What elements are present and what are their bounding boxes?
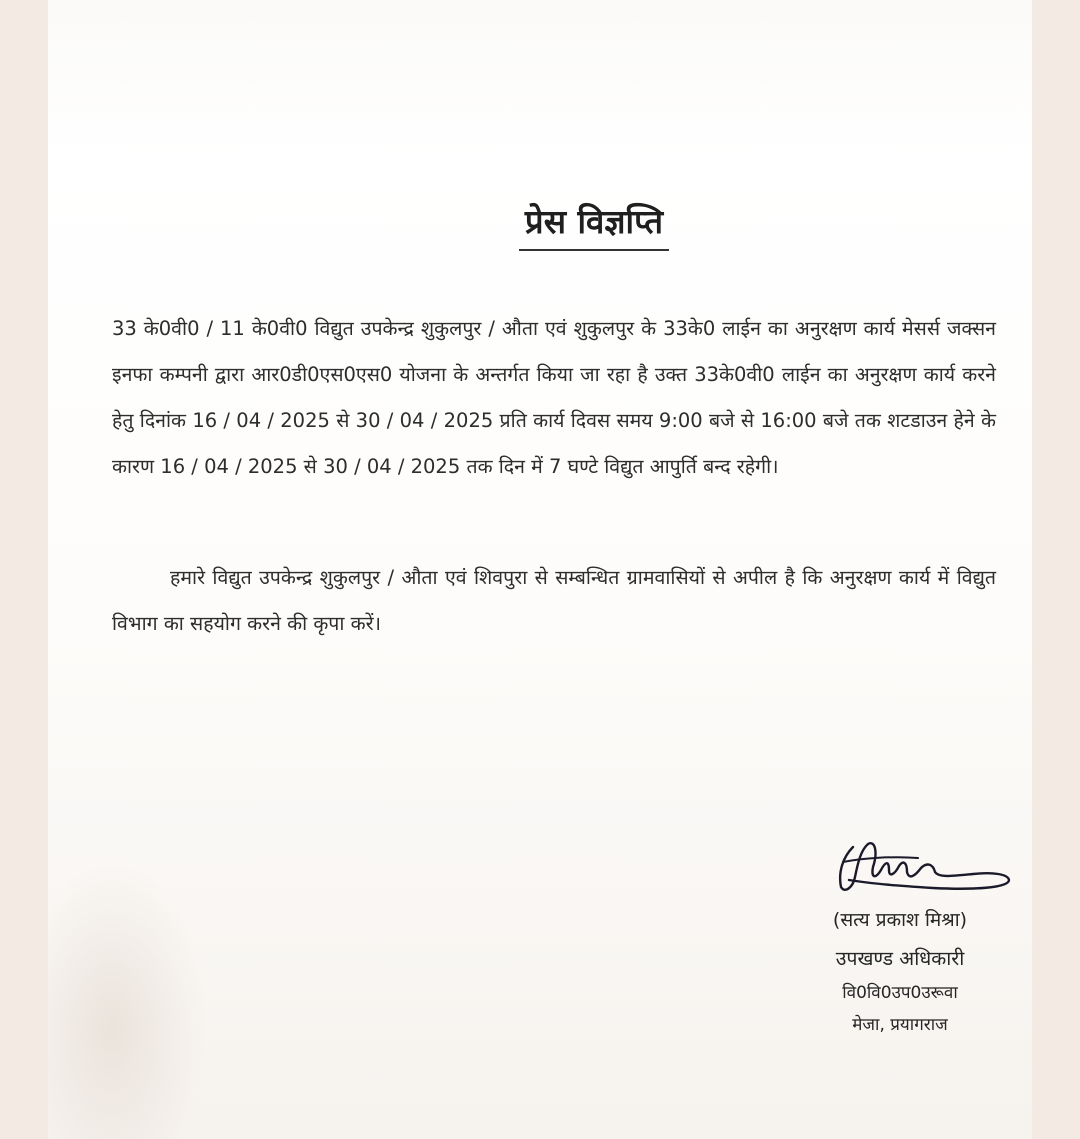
signatory-place: मेजा, प्रयागराज xyxy=(852,1015,948,1035)
body-paragraph-2: हमारे विद्युत उपकेन्द्र शुकुलपुर / औता एवं शिवपुरा से सम्बन्धित ग्रामवासियों से अपील है कि अनुरक्षण कार्य में विद्युत विभाग का सहयोग करने की कृपा करें। xyxy=(112,566,996,635)
document-title-text: प्रेस विज्ञप्ति xyxy=(519,198,669,251)
body-paragraph-1: 33 के0वी0 / 11 के0वी0 विद्युत उपकेन्द्र शुकुलपुर / औता एवं शुकुलपुर के 33के0 लाईन का अनुरक्षण कार्य मेसर्स जक्सन इनफा कम्पनी द्वारा आर0डी0एस0एस0 योजना के अन्तर्गत किया जा रहा है उक्त 33के0वी0 लाईन का अनुरक्षण कार्य करने हेतु दिनांक 16 / 04 / 2025 से 30 / 04 / 2025 प्रति कार्य दिवस समय 9:00 बजे से 16:00 बजे तक शटडाउन हेने के कारण 16 / 04 / 2025 से 30 / 04 / 2025 तक दिन में 7 घण्टे विद्युत आपुर्ति बन्द रहेगी। xyxy=(112,317,996,478)
signatory-designation: उपखण्ड अधिकारी xyxy=(835,947,965,970)
signatory-name: (सत्य प्रकाश मिश्रा) xyxy=(832,909,968,931)
document-title xyxy=(48,198,1032,251)
document-page xyxy=(48,0,1032,1139)
signatory-office: वि0वि0उप0उरूवा xyxy=(842,983,958,1003)
handwritten-signature xyxy=(823,832,1018,902)
